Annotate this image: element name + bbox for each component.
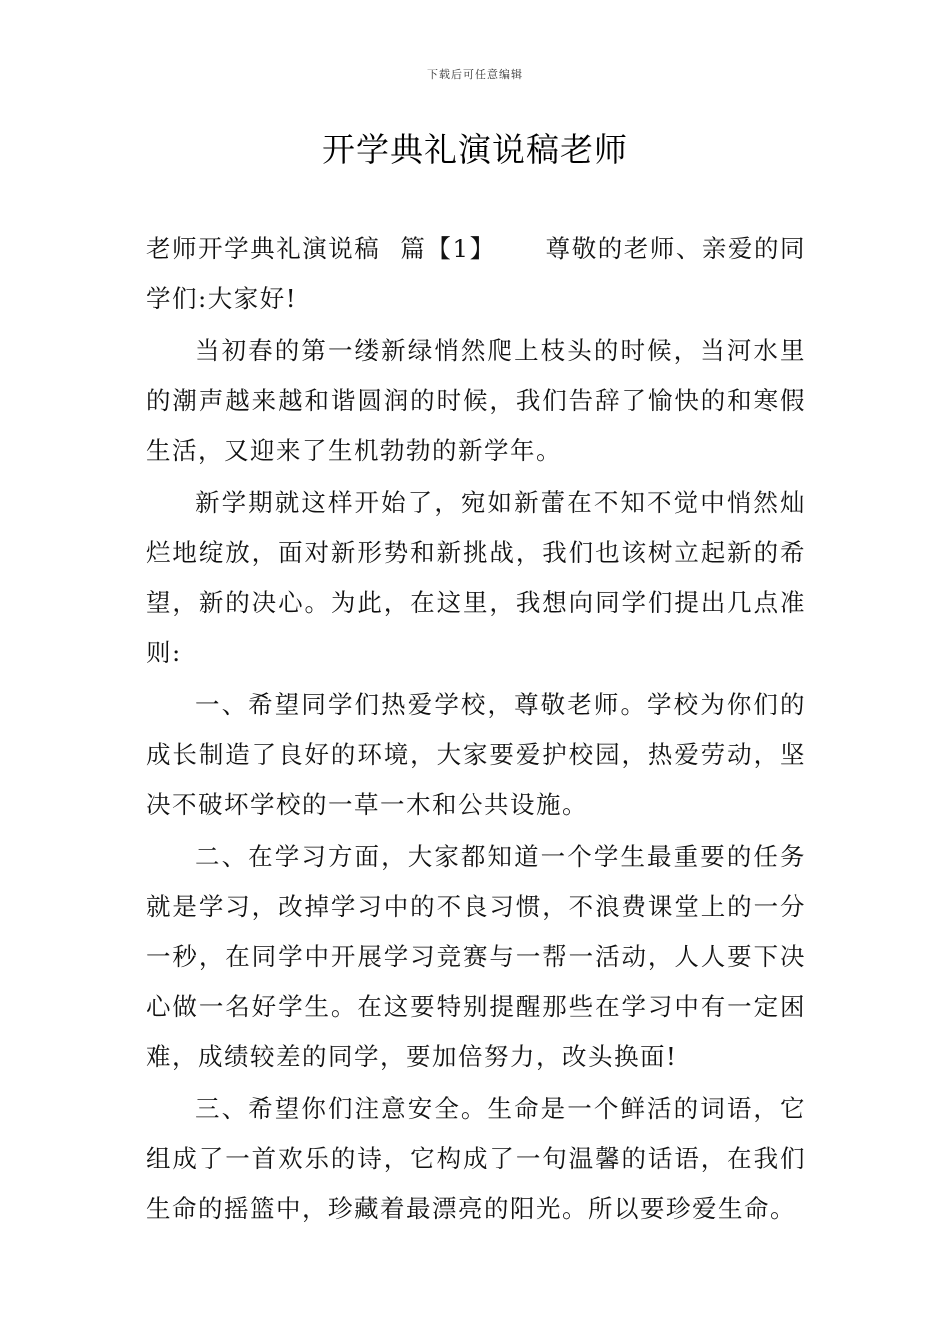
document-body (146, 224, 806, 1234)
body-paragraph-5: 三、希望你们注意安全。生命是一个鲜活的词语，它组成了一首欢乐的诗，它构成了一句温馨的话语，在我们生命的摇篮中，珍藏着最漂亮的阳光。所以要珍爱生命。 (146, 1094, 806, 1223)
body-paragraph-1: 当初春的第一缕新绿悄然爬上枝头的时候，当河水里的潮声越来越和谐圆润的时候，我们告辞了愉快的和寒假生活，又迎来了生机勃勃的新学年。 (146, 336, 806, 465)
header-note: 下载后可任意编辑 (427, 68, 523, 81)
intro-label: 老师开学典礼演说稿 (146, 234, 381, 263)
body-paragraph-4: 二、在学习方面，大家都知道一个学生最重要的任务就是学习，改掉学习中的不良习惯，不浪费课堂上的一分一秒，在同学中开展学习竞赛与一帮一活动，人人要下决心做一名好学生。在这要特别提醒那些在学习中有一定困难，成绩较差的同学，要加倍努力，改头换面! (146, 842, 806, 1071)
intro-greeting: 尊敬的老师、亲爱的同学们:大家好! (146, 234, 807, 313)
document-title: 开学典礼演说稿老师 (322, 130, 628, 169)
intro-section: 篇【1】 (400, 234, 496, 263)
body-paragraph-3: 一、希望同学们热爱学校，尊敬老师。学校为你们的成长制造了良好的环境，大家要爱护校园，热爱劳动，坚决不破坏学校的一草一木和公共设施。 (146, 690, 806, 819)
intro-paragraph (146, 224, 806, 324)
body-paragraph-2: 新学期就这样开始了，宛如新蕾在不知不觉中悄然灿烂地绽放，面对新形势和新挑战，我们也该树立起新的希望，新的决心。为此，在这里，我想向同学们提出几点准则: (146, 488, 806, 667)
